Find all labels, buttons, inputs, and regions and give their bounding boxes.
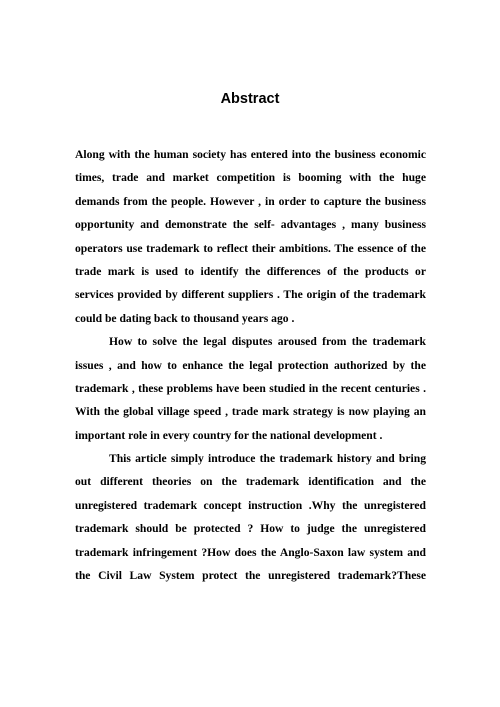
text-line: trademark , these problems have been studied in the recent centuries .	[75, 381, 426, 395]
text-line: This article simply introduce the trademark history and bring	[109, 452, 426, 466]
paragraph-1	[75, 143, 426, 330]
text-line: demands from the people. However , in order to capture the business	[75, 194, 426, 208]
text-line: With the global village speed , trade mark strategy is now playing an	[75, 405, 426, 419]
text-line: trademark infringement ?How does the Anglo-Saxon law system and	[75, 545, 426, 559]
text-line: How to solve the legal disputes aroused from the trademark	[109, 335, 426, 349]
text-line: services provided by different suppliers . The origin of the trademark	[75, 288, 426, 302]
paragraph-3	[75, 447, 426, 587]
text-line: opportunity and demonstrate the self- advantages , many business	[75, 218, 426, 232]
text-line: important role in every country for the national development .	[75, 428, 383, 442]
abstract-title: Abstract	[220, 91, 280, 107]
text-line: issues , and how to enhance the legal protection authorized by the	[75, 358, 426, 372]
text-line: trademark should be protected ? How to judge the unregistered	[75, 522, 426, 536]
text-line: Along with the human society has entered into the business economic	[75, 148, 426, 161]
text-line: could be dating back to thousand years ago .	[75, 311, 295, 325]
text-line: out different theories on the trademark identification and the	[75, 475, 426, 489]
abstract-body	[75, 143, 426, 587]
text-line: unregistered trademark concept instruction .Why the unregistered	[75, 498, 426, 512]
text-line: times, trade and market competition is booming with the huge	[75, 171, 426, 185]
text-line: the Civil Law System protect the unregistered trademark?These	[75, 569, 426, 583]
text-line: trade mark is used to identify the differences of the products or	[75, 264, 426, 278]
text-line: operators use trademark to reflect their ambitions. The essence of the	[75, 241, 426, 255]
paragraph-2	[75, 330, 426, 447]
